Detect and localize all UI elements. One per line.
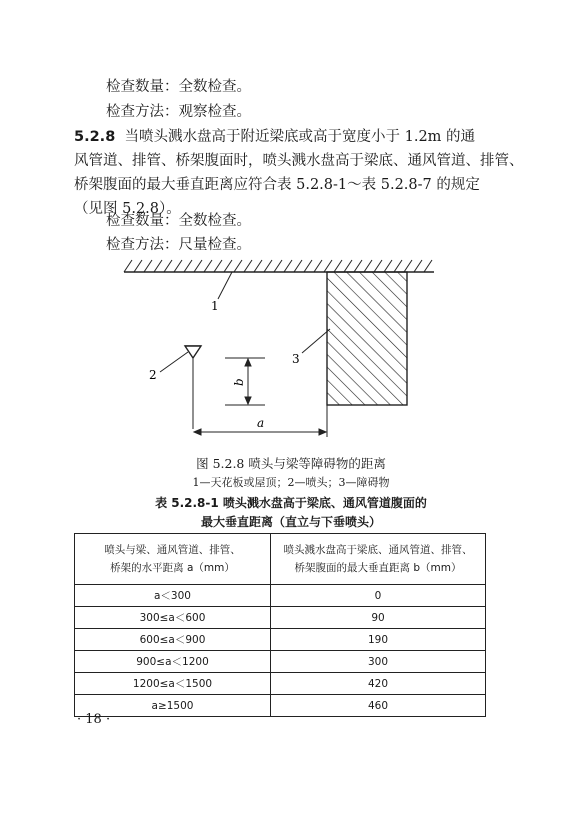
clause-line-3: 桥架腹面的最大垂直距离应符合表 5.2.8-1～表 5.2.8-7 的规定 [74, 177, 480, 193]
inspection-quantity-1: 检查数量：全数检查。 [106, 79, 251, 95]
page-number: · 18 · [77, 712, 111, 727]
clause-line-2: 风管道、排管、桥架腹面时，喷头溅水盘高于梁底、通风管道、排管、 [74, 153, 524, 169]
figure-legend: 1—天花板或屋顶；2—喷头；3—障碍物 [192, 476, 390, 489]
figure-label-3: 3 [292, 352, 300, 366]
inspection-method-2: 检查方法：尺量检查。 [106, 237, 251, 253]
table-row [75, 673, 486, 695]
table-row [75, 607, 486, 629]
clause-number: 5.2.8 [74, 129, 116, 145]
obstruction-beam [327, 272, 407, 405]
table-row [75, 695, 486, 717]
figure-caption: 图 5.2.8 喷头与梁等障碍物的距离 [196, 456, 386, 471]
table-header-vertical-distance: 喷头溅水盘高于梁底、通风管道、排管、 桥架腹面的最大垂直距离 b（mm） [271, 534, 486, 585]
sprinkler-head-icon [185, 346, 201, 429]
range-cell: 300≤a＜600 [75, 607, 271, 629]
range-cell: 600≤a＜900 [75, 629, 271, 651]
figure-label-2: 2 [149, 368, 157, 382]
figure-label-1: 1 [211, 299, 219, 313]
table-row [75, 651, 486, 673]
value-cell: 420 [271, 673, 486, 695]
figure-label-a: a [257, 416, 265, 430]
value-cell: 190 [271, 629, 486, 651]
distance-table [74, 533, 486, 717]
clause-text-1: 当喷头溅水盘高于附近梁底或高于宽度小于 1.2m 的通 [124, 129, 476, 145]
table-title-line-2: 最大垂直距离（直立与下垂喷头） [200, 515, 381, 529]
clause-line-4: （见图 5.2.8）。 [74, 201, 181, 217]
clause-line-1 [74, 127, 475, 147]
table-row [75, 629, 486, 651]
value-cell: 0 [271, 585, 486, 607]
table-row [75, 585, 486, 607]
sprinkler-beam-distance-figure [100, 255, 480, 445]
value-cell: 460 [271, 695, 486, 717]
table-header-row [75, 534, 486, 585]
range-cell: 1200≤a＜1500 [75, 673, 271, 695]
inspection-method-1: 检查方法：观察检查。 [106, 104, 251, 120]
range-cell: 900≤a＜1200 [75, 651, 271, 673]
figure-label-b: b [232, 378, 246, 386]
table-title-line-1: 表 5.2.8-1 喷头溅水盘高于梁底、通风管道腹面的 [155, 496, 427, 510]
value-cell: 300 [271, 651, 486, 673]
range-cell: a＜300 [75, 585, 271, 607]
ceiling-hatching [124, 260, 434, 272]
table-header-horizontal-distance: 喷头与梁、通风管道、排管、 桥架的水平距离 a（mm） [75, 534, 271, 585]
range-cell: a≥1500 [75, 695, 271, 717]
value-cell: 90 [271, 607, 486, 629]
inspection-quantity-2: 检查数量：全数检查。 [106, 213, 251, 229]
